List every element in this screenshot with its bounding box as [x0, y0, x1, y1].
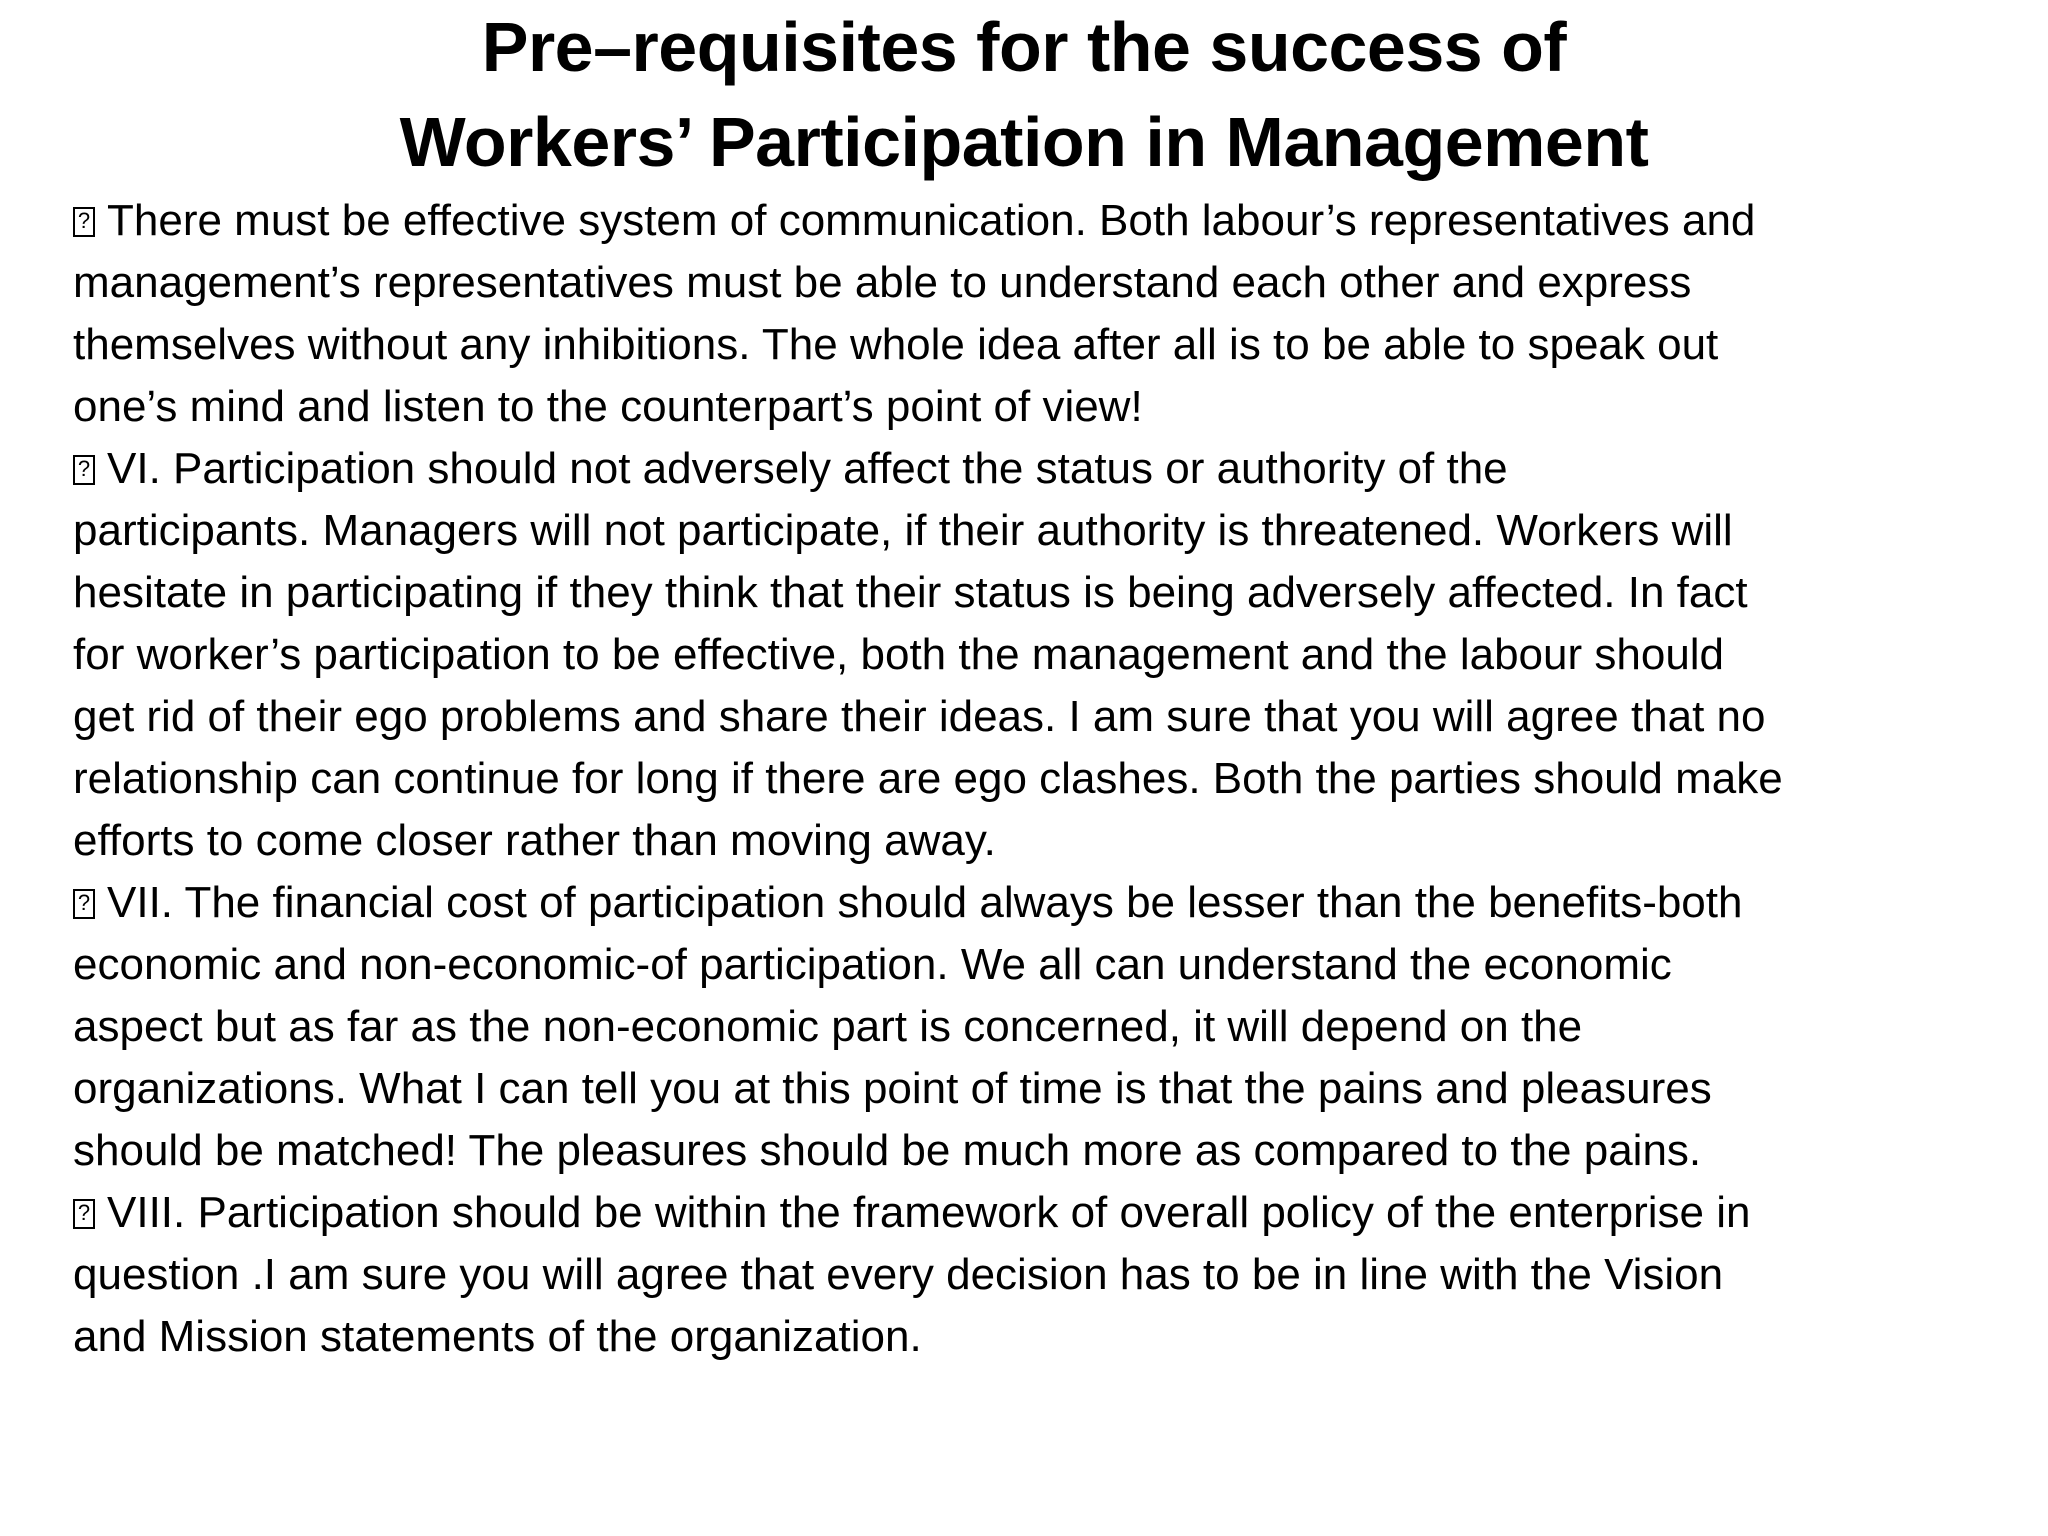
paragraph-line: should be matched! The pleasures should be much more as compared to the pains.: [73, 1126, 1702, 1175]
slide-title-line-2: Workers’ Participation in Management: [399, 103, 1649, 181]
paragraph-line: and Mission statements of the organization.: [73, 1312, 922, 1361]
bullet-paragraph-vii: [73, 872, 2023, 1182]
paragraph-line: VIII. Participation should be within the framework of overall policy of the enterprise in: [107, 1188, 1751, 1237]
paragraph-line: get rid of their ego problems and share their ideas. I am sure that you will agree that no: [73, 692, 1766, 741]
slide-title-line-1: Pre–requisites for the success of: [481, 8, 1567, 86]
paragraph-line: management’s representatives must be able to understand each other and express: [73, 258, 1692, 307]
paragraph-line: economic and non-economic-of participation. We all can understand the economic: [73, 940, 1672, 989]
missing-glyph-bullet-icon: [73, 455, 95, 485]
paragraph-line: themselves without any inhibitions. The whole idea after all is to be able to speak out: [73, 320, 1719, 369]
missing-glyph-bullet-icon: [73, 889, 95, 919]
paragraph-line: aspect but as far as the non-economic part is concerned, it will depend on the: [73, 1002, 1583, 1051]
paragraph-line: VI. Participation should not adversely affect the status or authority of the: [107, 444, 1508, 493]
paragraph-line: question .I am sure you will agree that every decision has to be in line with the Vision: [73, 1250, 1724, 1299]
missing-glyph-bullet-icon: [73, 1199, 95, 1229]
paragraph-line: hesitate in participating if they think that their status is being adversely affected. In fact: [73, 568, 1748, 617]
bullet-paragraph-communication: [73, 190, 2023, 438]
bullet-paragraph-viii: [73, 1182, 2023, 1368]
paragraph-line: one’s mind and listen to the counterpart’s point of view!: [73, 382, 1143, 431]
paragraph-line: efforts to come closer rather than moving away.: [73, 816, 996, 865]
slide-body: [73, 190, 2023, 1368]
paragraph-line: There must be effective system of communication. Both labour’s representatives and: [107, 196, 1756, 245]
slide-title: [0, 0, 2048, 190]
missing-glyph-bullet-icon: [73, 207, 95, 237]
paragraph-line: relationship can continue for long if there are ego clashes. Both the parties should make: [73, 754, 1783, 803]
paragraph-line: for worker’s participation to be effective, both the management and the labour should: [73, 630, 1725, 679]
bullet-paragraph-vi: [73, 438, 2023, 872]
paragraph-line: organizations. What I can tell you at this point of time is that the pains and pleasures: [73, 1064, 1712, 1113]
paragraph-line: participants. Managers will not participate, if their authority is threatened. Workers will: [73, 506, 1733, 555]
paragraph-line: VII. The financial cost of participation should always be lesser than the benefits-both: [107, 878, 1743, 927]
